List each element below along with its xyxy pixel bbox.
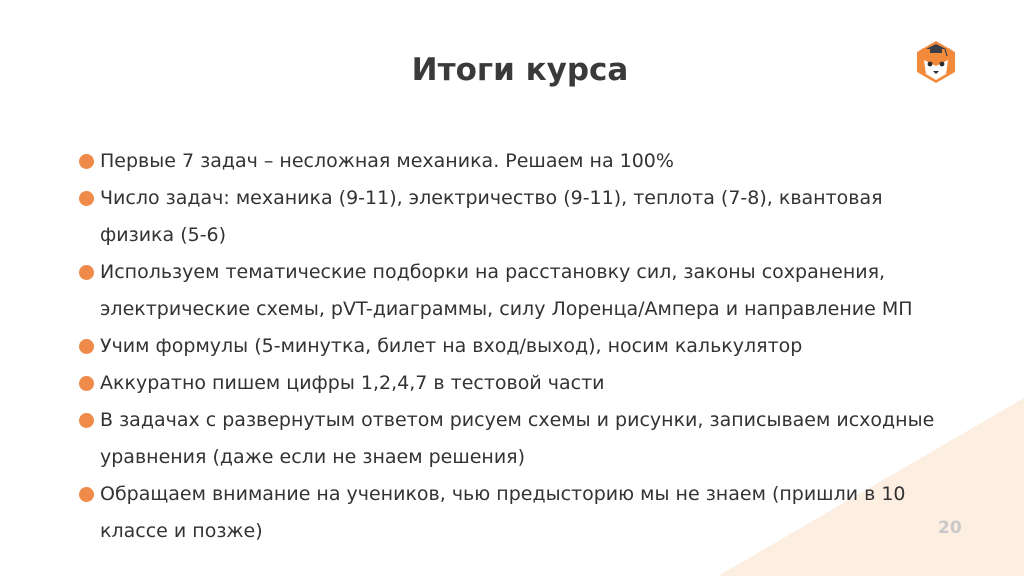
list-item xyxy=(78,143,958,180)
list-item xyxy=(78,402,958,476)
bullet-text: В задачах с развернутым ответом рисуем схемы и рисунки, записываем исходные уравнения (даже если не знаем решения) xyxy=(100,409,935,468)
bullet-dot-icon xyxy=(79,376,94,391)
list-item xyxy=(78,365,958,402)
fox-graduate-icon xyxy=(912,38,960,86)
bullet-list xyxy=(78,143,958,550)
bullet-dot-icon xyxy=(79,265,94,280)
slide-title: Итоги курса xyxy=(411,52,629,88)
bullet-text: Аккуратно пишем цифры 1,2,4,7 в тестовой части xyxy=(100,372,605,394)
bullet-text: Обращаем внимание на учеников, чью предысторию мы не знаем (пришли в 10 классе и позже) xyxy=(100,483,906,542)
list-item xyxy=(78,328,958,365)
bullet-text: Число задач: механика (9-11), электричество (9-11), теплота (7-8), квантовая физика (5-6) xyxy=(100,187,883,246)
bullet-dot-icon xyxy=(79,191,94,206)
bullet-text: Используем тематические подборки на расстановку сил, законы сохранения, электрические схемы, pVT-диаграммы, силу Лоренца/Ампера и направление МП xyxy=(100,261,913,320)
list-item xyxy=(78,254,958,328)
bullet-dot-icon xyxy=(79,487,94,502)
page-number: 20 xyxy=(938,518,962,538)
bullet-dot-icon xyxy=(79,154,94,169)
bullet-dot-icon xyxy=(79,413,94,428)
list-item xyxy=(78,180,958,254)
bullet-text: Первые 7 задач – несложная механика. Решаем на 100% xyxy=(100,150,674,172)
bullet-text: Учим формулы (5-минутка, билет на вход/выход), носим калькулятор xyxy=(100,335,803,357)
list-item xyxy=(78,476,958,550)
bullet-dot-icon xyxy=(79,339,94,354)
